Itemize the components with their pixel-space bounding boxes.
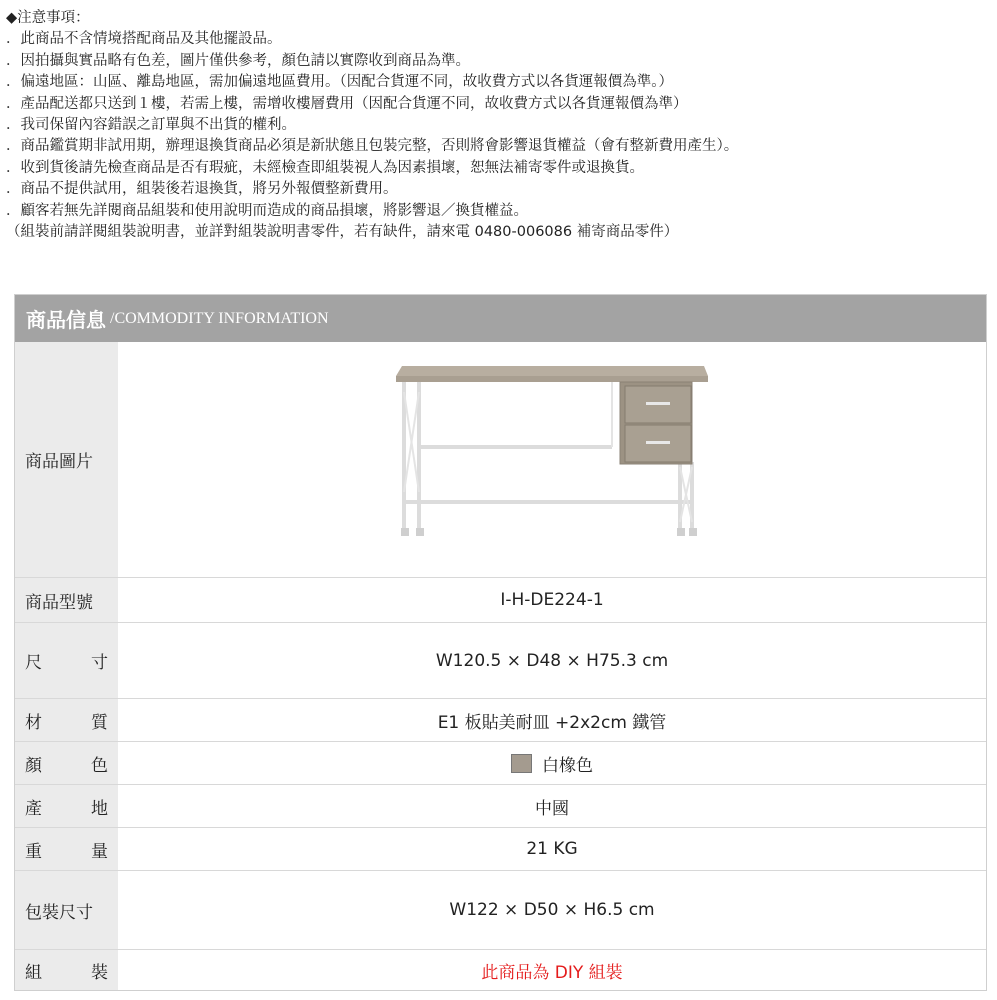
label-assembly [15, 950, 118, 990]
label-char: 裝 [91, 962, 108, 983]
row-size [15, 622, 986, 698]
label-model: 商品型號 [15, 578, 118, 622]
note-line: ．偏遠地區：山區、離島地區，需加偏遠地區費用。（因配合貨運不同，故收費方式以各貨運報價為準。） [6, 74, 673, 91]
row-origin [15, 784, 986, 827]
note-line: ．因拍攝與實品略有色差，圖片僅供參考，顏色請以實際收到商品為準。 [6, 52, 470, 69]
note-line: ．收到貨後請先檢查商品是否有瑕疵，未經檢查即組裝視人為因素損壞，恕無法補寄零件或退換貨。 [6, 159, 644, 176]
notes-title: ◆注意事項： [6, 10, 90, 26]
row-image [15, 342, 986, 577]
value-model: I-H-DE224-1 [500, 590, 604, 610]
value-color [118, 742, 986, 784]
row-color [15, 741, 986, 784]
label-char: 組 [25, 962, 42, 983]
label-color [15, 742, 118, 784]
label-char: 量 [91, 841, 108, 862]
row-package [15, 870, 986, 949]
label-weight [15, 828, 118, 870]
color-swatch [511, 754, 532, 773]
label-package: 包裝尺寸 [15, 871, 118, 949]
product-image [118, 342, 986, 577]
label-origin [15, 785, 118, 827]
notes-section [6, 8, 991, 243]
note-line: ．產品配送都只送到１樓，若需上樓，需增收樓層費用（因配合貨運不同，故收費方式以各貨運報價為準） [6, 95, 688, 112]
row-model [15, 577, 986, 622]
value-origin: 中國 [535, 798, 569, 819]
desk-illustration [392, 352, 712, 567]
label-char: 質 [91, 712, 108, 733]
header-title-cn: 商品信息 [26, 308, 106, 332]
note-line: ．此商品不含情境搭配商品及其他擺設品。 [6, 31, 282, 48]
label-char: 重 [25, 841, 42, 862]
value-material: E1 板貼美耐皿 +2x2cm 鐵管 [437, 712, 667, 733]
header-title-en: /COMMODITY INFORMATION [110, 309, 329, 327]
label-char: 地 [91, 798, 108, 819]
note-line: ．商品不提供試用，組裝後若退換貨，將另外報價整新費用。 [6, 181, 398, 198]
label-size [15, 623, 118, 698]
label-char: 尺 [25, 653, 42, 673]
row-assembly [15, 949, 986, 990]
label-char: 顏 [25, 755, 42, 776]
row-material [15, 698, 986, 741]
table-header [15, 295, 986, 342]
label-char: 寸 [91, 653, 108, 673]
row-weight [15, 827, 986, 870]
color-name: 白橡色 [542, 755, 593, 776]
value-weight: 21 KG [526, 839, 578, 859]
label-char: 材 [25, 712, 42, 733]
note-line: ．顧客若無先詳閱商品組裝和使用說明而造成的商品損壞，將影響退／換貨權益。 [6, 202, 528, 219]
commodity-info-table [14, 294, 987, 991]
label-char: 產 [25, 798, 42, 819]
value-assembly: 此商品為 DIY 組裝 [481, 962, 623, 983]
value-package: W122 × D50 × H6.5 cm [449, 900, 655, 920]
note-line: （組裝前請詳閱組裝說明書，並詳對組裝說明書零件，若有缺件，請來電 0480-006086 補寄商品零件） [6, 224, 679, 241]
label-material [15, 699, 118, 741]
note-line: ．商品鑑賞期非試用期，辦理退換貨商品必須是新狀態且包裝完整，否則將會影響退貨權益（會有整新費用產生）。 [6, 138, 739, 155]
note-line: ．我司保留內容錯誤之訂單與不出貨的權利。 [6, 117, 296, 134]
label-image: 商品圖片 [15, 342, 118, 577]
value-size: W120.5 × D48 × H75.3 cm [435, 650, 669, 671]
label-char: 色 [91, 755, 108, 776]
